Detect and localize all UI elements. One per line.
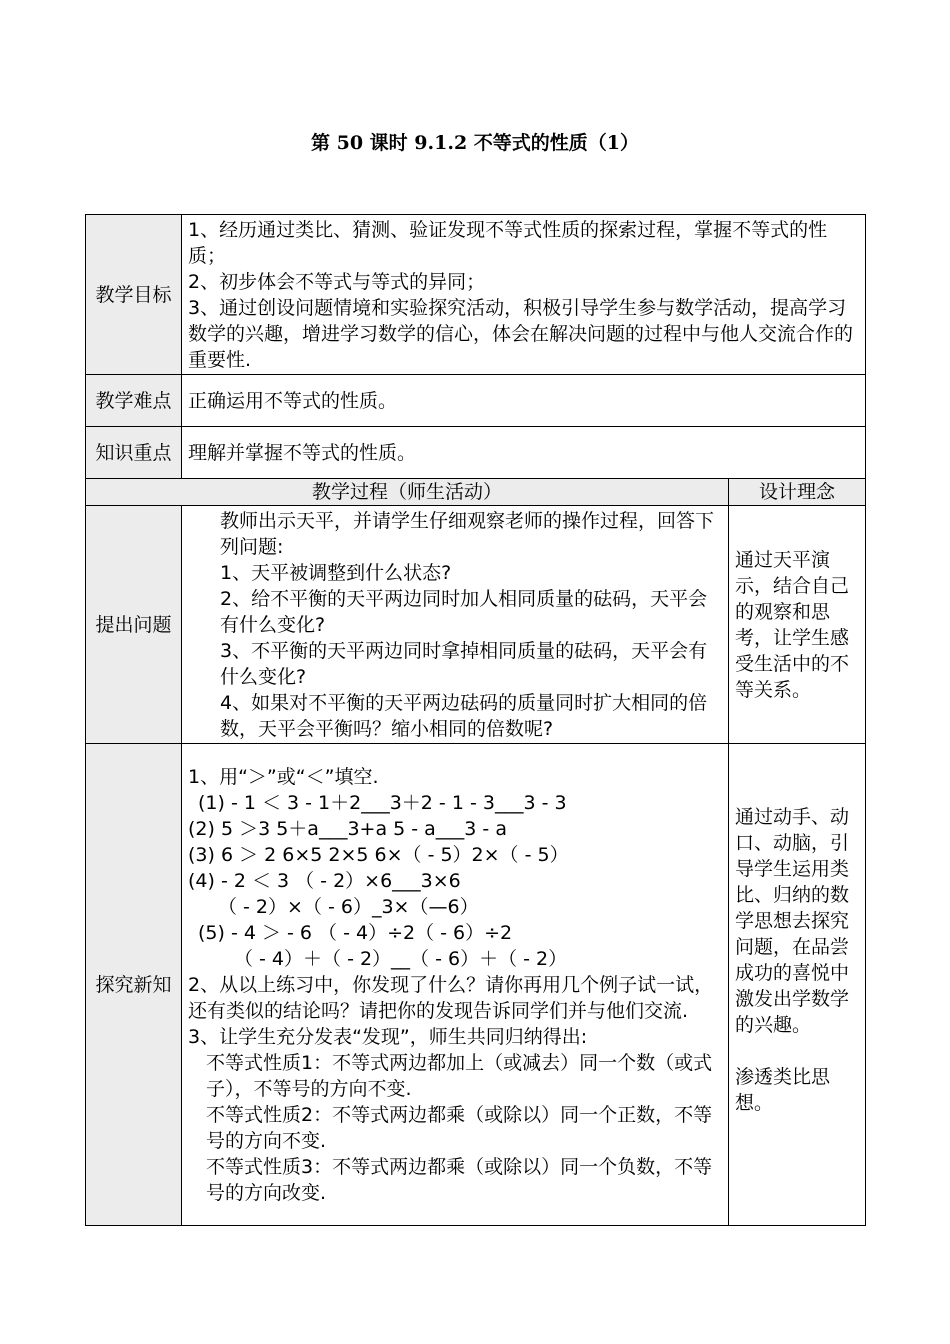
raise-question-label: 提出问题: [86, 506, 182, 744]
explore-design-1: 通过动手、动口、动脑，引导学生运用类比、归纳的数学思想去探究问题，在品尝成功的喜悦中激发出学数学的兴趣。: [735, 806, 850, 1036]
exercise-line: (4) - 2 ＜ 3 （ - 2）×6___3×6: [188, 869, 461, 892]
goals-row: [86, 215, 866, 375]
property-item: 不等式性质2：不等式两边都乘（或除以）同一个正数，不等号的方向不变.: [206, 1103, 713, 1152]
page-title: 第 50 课时 9.1.2 不等式的性质（1）: [310, 132, 639, 154]
raise-question-intro: 教师出示天平，并请学生仔细观察老师的操作过程，回答下列问题:: [220, 509, 715, 558]
exercise-line: (2) 5 ＞3 5＋a___3+a 5 - a___3 - a: [188, 817, 507, 840]
property-item: 不等式性质3：不等式两边都乘（或除以）同一个负数，不等号的方向改变.: [206, 1155, 713, 1204]
difficulty-label: 教学难点: [86, 375, 182, 427]
goals-content: [182, 215, 866, 375]
question-item: 1、天平被调整到什么状态?: [220, 561, 452, 584]
explore-task-3: 3、让学生充分发表“发现”，师生共同归纳得出:: [188, 1025, 588, 1048]
explore-design: [729, 744, 866, 1226]
raise-question-row: [86, 506, 866, 744]
exercise-line: (1) - 1 ＜ 3 - 1＋2___3＋2 - 1 - 3___3 - 3: [198, 791, 567, 814]
goal-item: 2、初步体会不等式与等式的异同；: [188, 270, 486, 293]
exercise-line: （ - 4）＋（ - 2）__（ - 6）＋（ - 2）: [234, 947, 568, 970]
difficulty-row: [86, 375, 866, 427]
property-item: 不等式性质1：不等式两边都加上（或减去）同一个数（或式子），不等号的方向不变.: [206, 1051, 713, 1100]
key-point-row: [86, 427, 866, 479]
goals-label: 教学目标: [86, 215, 182, 375]
question-item: 4、如果对不平衡的天平两边砝码的质量同时扩大相同的倍数，天平会平衡吗？缩小相同的倍数呢?: [220, 691, 708, 740]
lesson-plan-table: [85, 214, 866, 1226]
explore-design-2: 渗透类比思想。: [735, 1066, 831, 1114]
question-item: 2、给不平衡的天平两边同时加人相同质量的砝码，天平会有什么变化?: [220, 587, 708, 636]
exercise-line: (3) 6 ＞ 2 6×5 2×5 6×（ - 5）2×（ - 5）: [188, 843, 569, 866]
process-header: 教学过程（师生活动）: [86, 479, 729, 506]
explore-content: [182, 744, 729, 1226]
difficulty-text: 正确运用不等式的性质。: [182, 375, 866, 427]
explore-task-1: 1、用“＞”或“＜”填空.: [188, 765, 379, 788]
raise-question-content: [182, 506, 729, 744]
goal-item: 3、通过创设问题情境和实验探究活动，积极引导学生参与数学活动，提高学习数学的兴趣，增进学习数学的信心，体会在解决问题的过程中与他人交流合作的重要性.: [188, 296, 854, 371]
exercise-line: （ - 2）×（ - 6）_3×（—6）: [218, 895, 479, 918]
goal-item: 1、经历通过类比、猜测、验证发现不等式性质的探索过程，掌握不等式的性质；: [188, 218, 828, 267]
explore-label: 探究新知: [86, 744, 182, 1226]
process-header-row: [86, 479, 866, 506]
explore-task-2: 2、从以上练习中，你发现了什么？请你再用几个例子试一试，还有类似的结论吗？请把你的发现告诉同学们并与他们交流.: [188, 973, 714, 1022]
explore-row: [86, 744, 866, 1226]
raise-question-design: 通过天平演示，结合自己的观察和思考，让学生感受生活中的不等关系。: [729, 506, 866, 744]
key-point-label: 知识重点: [86, 427, 182, 479]
design-header: 设计理念: [729, 479, 866, 506]
key-point-text: 理解并掌握不等式的性质。: [182, 427, 866, 479]
question-item: 3、不平衡的天平两边同时拿掉相同质量的砝码，天平会有什么变化?: [220, 639, 708, 688]
exercise-line: (5) - 4 ＞ - 6 （ - 4）÷2（ - 6）÷2: [198, 921, 513, 944]
